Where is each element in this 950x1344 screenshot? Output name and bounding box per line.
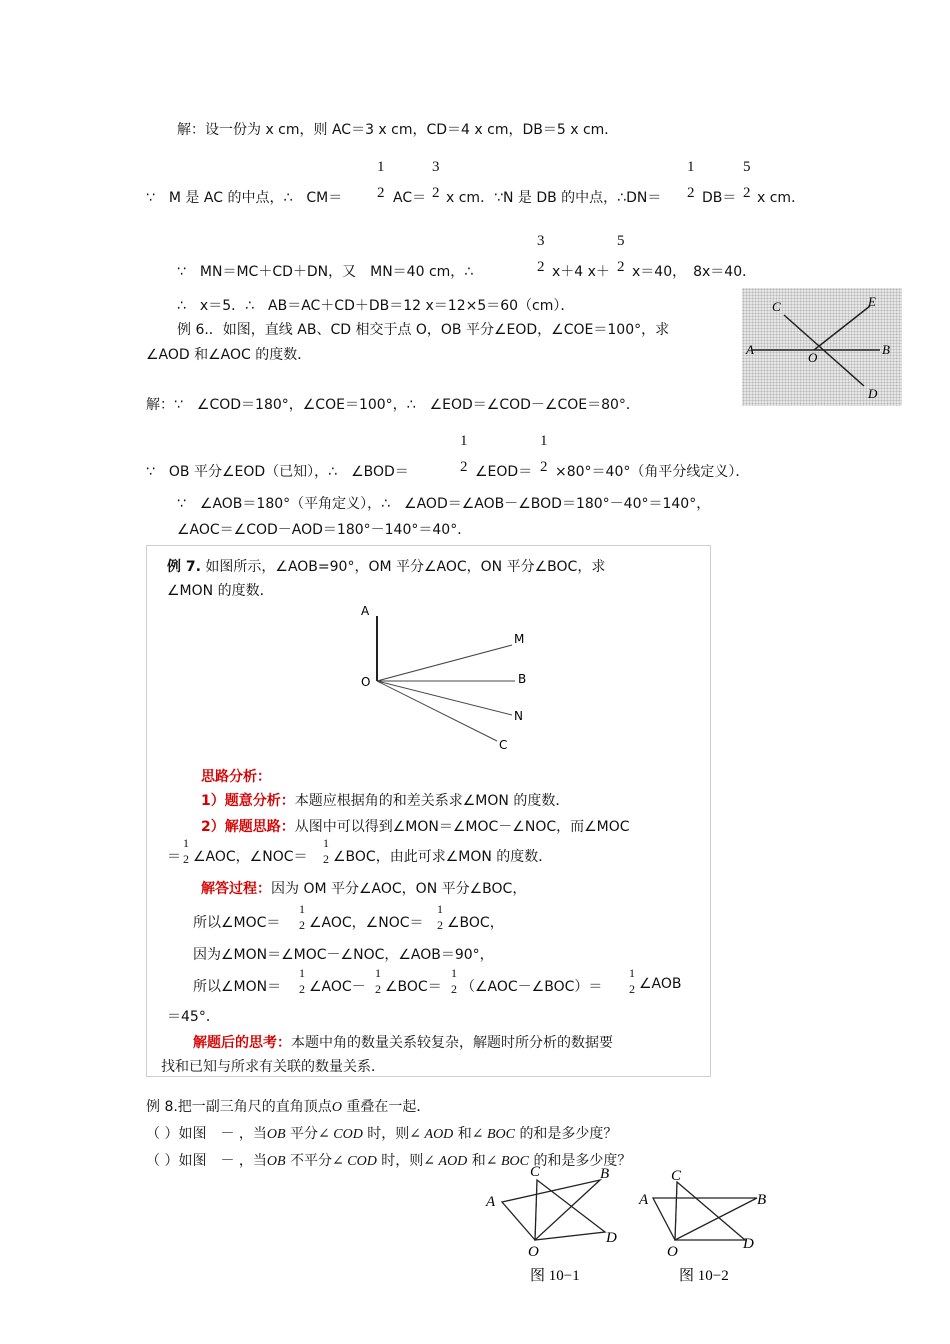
ex8-q1-c: 时，则	[367, 1126, 410, 1142]
label-o: O	[361, 675, 371, 689]
ex7-angle-diagram	[347, 601, 547, 761]
sol5-line1: 解：设一份为 x cm，则 AC＝3 x cm，CD＝4 x cm，DB＝5 x cm．	[177, 122, 619, 138]
label-o: O	[528, 1244, 539, 1260]
label-a: A	[361, 604, 370, 618]
fraction-num: 1	[299, 966, 305, 980]
ex8-line1-a: 例 8.把一副三角尺的直角顶点	[146, 1099, 332, 1115]
label-c: C	[499, 738, 508, 752]
ex7-s1-c: ∠BOC，	[447, 915, 504, 931]
ex8-q2-ob: OB	[266, 1154, 286, 1169]
fraction-den: 2	[323, 852, 329, 866]
label-b: B	[757, 1192, 767, 1208]
fraction-num: 1	[540, 433, 548, 449]
ex7-title: 如图所示，∠AOB=90°，OM 平分∠AOC，ON 平分∠BOC，求	[205, 559, 606, 575]
sol5-line3-c: x＝40， 8x＝40．	[632, 264, 757, 280]
ex6-sol2-b: ∠EOD＝	[475, 464, 533, 480]
ex7-s4: ＝45°．	[167, 1009, 220, 1025]
ex7-s3-c: ∠BOC＝	[385, 979, 442, 995]
ex7-analysis-label: 思路分析：	[201, 769, 271, 785]
fraction-num: 5	[743, 159, 751, 175]
ex8-q2-aod: ∠ AOD	[423, 1154, 468, 1169]
label-b: B	[882, 342, 890, 357]
label-b: B	[518, 672, 527, 686]
fraction-den: 2	[299, 982, 305, 996]
triangle-figure-10-2	[635, 1160, 775, 1285]
ex7-p1-label: 1）题意分析：	[201, 793, 295, 809]
fraction-num: 3	[537, 233, 545, 249]
ex8-q2-b: 不平分	[290, 1153, 333, 1169]
fraction-num: 1	[460, 433, 468, 449]
ex7-proc-text: 因为 OM 平分∠AOC，ON 平分∠BOC，	[271, 881, 527, 897]
ex8-q1-ob: OB	[266, 1127, 286, 1142]
ex8-q2-e: 的和是多少度？	[533, 1153, 632, 1169]
sol5-line4: ∴ x＝5．∴ AB＝AC＋CD＋DB＝12 x＝12×5＝60（cm）．	[177, 298, 575, 314]
ex6-sol2-a: ∵ OB 平分∠EOD（已知），∴ ∠BOD＝	[146, 464, 409, 480]
ex8-q2-cod: ∠ COD	[332, 1154, 377, 1169]
fraction-den: 2	[687, 185, 695, 201]
sol5-line2-c: x cm．∵N 是 DB 的中点，∴DN＝	[446, 190, 662, 206]
label-d: D	[743, 1236, 754, 1252]
ex7-reflect-text2: 找和已知与所求有关联的数量关系．	[161, 1059, 385, 1075]
ex8-q2-c: 时，则	[381, 1153, 424, 1169]
fraction-den: 2	[375, 982, 381, 996]
fraction-den: 2	[377, 185, 385, 201]
sol5-line2-b: AC＝	[393, 190, 427, 206]
fraction-num: 1	[629, 966, 635, 980]
label-n: N	[514, 709, 523, 723]
ex6-sol1: 解：∵ ∠COD＝180°，∠COE＝100°，∴ ∠EOD＝∠COD－∠COE＝80°．	[146, 397, 640, 413]
ex7-proc-label: 解答过程：	[201, 881, 271, 897]
sol5-line3-b: x＋4 x＋	[552, 264, 610, 280]
ex8-point-o: O	[331, 1100, 342, 1115]
sol5-line2-e: x cm．	[757, 190, 806, 206]
ex7-title-line2: ∠MON 的度数．	[167, 583, 274, 599]
label-o: O	[667, 1244, 678, 1260]
fraction-den: 2	[432, 185, 440, 201]
ex7-s2: 因为∠MON＝∠MOC－∠NOC，∠AOB＝90°，	[193, 947, 494, 963]
ex8-q1-cod: ∠ COD	[318, 1127, 363, 1142]
ex7-s1-b: ∠AOC，∠NOC＝	[309, 915, 424, 931]
ex6-figure	[742, 288, 902, 406]
ex8-line1-b: 重叠在一起．	[346, 1099, 431, 1115]
fig10-1-caption: 图 10−1	[530, 1268, 580, 1284]
ex7-box	[146, 545, 711, 1077]
sol5-line2-a: ∵ M 是 AC 的中点，∴ CM＝	[146, 190, 343, 206]
ex8-q1-boc: ∠ BOC	[471, 1127, 515, 1142]
fraction-den: 2	[451, 982, 457, 996]
ex7-p2-label: 2）解题思路：	[201, 819, 295, 835]
fraction-den: 2	[183, 852, 189, 866]
label-a: A	[746, 342, 754, 357]
ex8-q1-b: 平分	[290, 1126, 319, 1142]
ex6-sol2-c: ×80°＝40°（角平分线定义）．	[555, 464, 750, 480]
ex7-s3-b: ∠AOC－	[309, 979, 366, 995]
fraction-num: 1	[375, 966, 381, 980]
ex7-p2-line2-c: ∠BOC，由此可求∠MON 的度数．	[333, 849, 553, 865]
fraction-num: 1	[451, 966, 457, 980]
label-d: D	[868, 386, 878, 401]
ex7-p1-text: 本题应根据角的和差关系求∠MON 的度数．	[294, 793, 570, 809]
ex8-q1-d: 和	[457, 1126, 472, 1142]
ex7-s3-a: 所以∠MON＝	[193, 979, 282, 995]
fig10-2-caption: 图 10−2	[679, 1268, 729, 1284]
fraction-num: 5	[617, 233, 625, 249]
ex7-p2-line2-a: ＝	[167, 849, 181, 865]
intersecting-lines-diagram	[742, 288, 902, 406]
ex7-reflect-text: 本题中角的数量关系较复杂，解题时所分析的数据要	[291, 1035, 613, 1051]
fraction-num: 1	[687, 159, 695, 175]
label-c: C	[671, 1168, 682, 1184]
label-c: C	[772, 299, 781, 314]
label-m: M	[514, 632, 525, 646]
ex7-s1-a: 所以∠MOC＝	[193, 915, 281, 931]
ex8-q2-boc: ∠ BOC	[485, 1154, 529, 1169]
label-d: D	[606, 1230, 617, 1246]
fraction-num: 1	[323, 836, 329, 850]
fraction-num: 1	[437, 902, 443, 916]
ex6-line2: ∠AOD 和∠AOC 的度数．	[146, 347, 312, 363]
ex6-sol3: ∵ ∠AOB＝180°（平角定义），∴ ∠AOD＝∠AOB－∠BOD＝180°－40°＝140°，	[177, 496, 711, 512]
fraction-den: 2	[743, 185, 751, 201]
ex7-s3-e: ∠AOB	[639, 976, 682, 992]
fraction-den: 2	[617, 259, 625, 275]
label-c: C	[530, 1164, 541, 1180]
fraction-den: 2	[437, 918, 443, 932]
ex8-q1-e: 的和是多少度？	[519, 1126, 618, 1142]
fraction-num: 1	[183, 836, 189, 850]
ex6-line1: 例 6.．如图，直线 AB、CD 相交于点 O，OB 平分∠EOD，∠COE＝100°，求	[177, 322, 670, 338]
ex8-q1-a: （ ）如图 － ，当	[146, 1126, 267, 1142]
fraction-num: 1	[299, 902, 305, 916]
ex6-sol4: ∠AOC＝∠COD－AOD＝180°－140°＝40°．	[177, 522, 472, 538]
ex7-p2-text: 从图中可以得到∠MON＝∠MOC－∠NOC，而∠MOC	[294, 819, 630, 835]
ex7-reflect-label: 解题后的思考：	[193, 1035, 291, 1051]
ex8-q2-d: 和	[471, 1153, 486, 1169]
triangle-figure-10-1	[480, 1160, 630, 1285]
ex8-q2-a: （ ）如图 － ，当	[146, 1153, 267, 1169]
fraction-den: 2	[540, 459, 548, 475]
ex8-q1-aod: ∠ AOD	[409, 1127, 454, 1142]
label-e: E	[868, 294, 876, 309]
label-b: B	[600, 1166, 610, 1182]
ex7-title-label: 例 7.	[167, 559, 201, 575]
label-o: O	[808, 350, 818, 365]
label-a: A	[639, 1192, 649, 1208]
fraction-den: 2	[460, 459, 468, 475]
fraction-den: 2	[537, 259, 545, 275]
ex7-s3-d: （∠AOC－∠BOC）＝	[461, 979, 603, 995]
fraction-den: 2	[629, 982, 635, 996]
sol5-line2-d: DB＝	[702, 190, 737, 206]
sol5-line3-a: ∵ MN＝MC＋CD＋DN，又 MN＝40 cm，∴	[177, 264, 474, 280]
fraction-num: 1	[377, 159, 385, 175]
ex7-p2-line2-b: ∠AOC，∠NOC＝	[193, 849, 308, 865]
label-a: A	[486, 1194, 496, 1210]
fraction-den: 2	[299, 918, 305, 932]
fraction-num: 3	[432, 159, 440, 175]
